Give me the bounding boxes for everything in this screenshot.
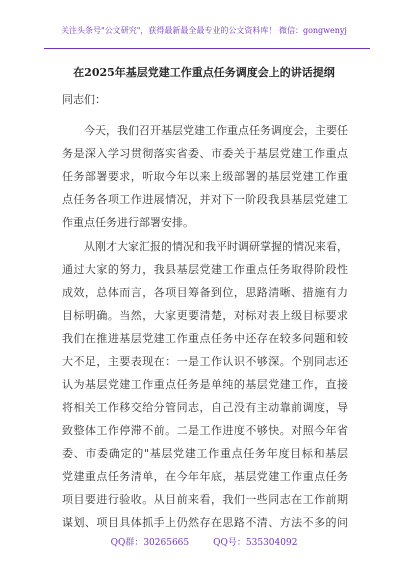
document-title: 在2025年基层党建工作重点任务调度会上的讲话提纲 <box>73 66 335 79</box>
body-line: 通过大家的努力，我县基层党建工作重点任务取得阶段性 <box>62 263 348 276</box>
body-line: 从刚才大家汇报的情况和我平时调研掌握的情况来看， <box>84 240 348 253</box>
body-line: 我们在推进基层党建工作重点任务中还存在较多问题和较 <box>62 332 348 345</box>
body-line: 作重点任务进行部署安排。 <box>62 216 194 229</box>
footer-contact <box>0 537 408 549</box>
body-line: 致整体工作停滞不前。二是工作进度不够快。对照今年省 <box>62 424 348 437</box>
body-line: 谋划、项目具体抓手上仍然存在思路不清、方法不多的问 <box>62 516 348 529</box>
body-line: 委、市委确定的"基层党建工作重点任务年度目标和基层 <box>62 447 348 460</box>
body-line: 大不足，主要表现在：一是工作认识不够深。个别同志还 <box>62 355 348 368</box>
body-line: 任务部署要求，听取今年以来上级部署的基层党建工作重 <box>62 170 348 183</box>
body-line: 项目要进行验收。从目前来看，我们一些同志在工作前期 <box>62 493 348 506</box>
body-line: 将相关工作移交给分管同志，自己没有主动靠前调度，导 <box>62 401 348 414</box>
header-banner: 关注头条号"公文研究"，获得最新最全最专业的公文资料库！ 微信：gongwenyj <box>61 26 347 35</box>
footer-qq-number: QQ号：535304092 <box>213 538 298 548</box>
body-line: 点任务各项工作进展情况，并对下一阶段我县基层党建工 <box>62 193 348 206</box>
body-line: 认为基层党建工作重点任务是单纯的基层党建工作，直接 <box>62 378 348 391</box>
body-line: 目标明确。当然，大家更要清楚，对标对表上级目标要求 <box>62 309 348 322</box>
header-divider <box>44 48 370 49</box>
footer-qq-group: QQ群：30265665 <box>110 538 190 548</box>
salutation: 同志们： <box>62 93 106 106</box>
body-line: 今天，我们召开基层党建工作重点任务调度会，主要任 <box>84 124 348 137</box>
body-line: 成效，总体而言，各项目筹备到位，思路清晰、措施有力 <box>62 286 348 299</box>
body-line: 党建重点任务清单，在今年年底，基层党建工作重点任务 <box>62 470 348 483</box>
body-line: 务是深入学习贯彻落实省委、市委关于基层党建工作重点 <box>62 147 348 160</box>
